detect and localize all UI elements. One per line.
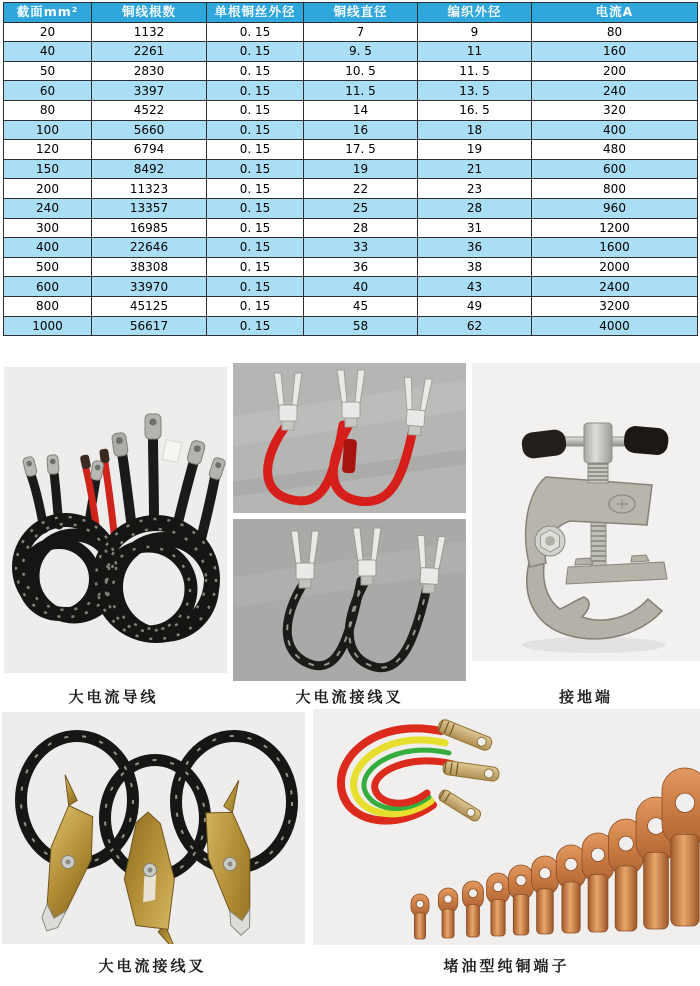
table-cell: 3397 [92,81,207,101]
table-cell: 5660 [92,120,207,140]
table-cell: 45125 [92,296,207,316]
table-cell: 13357 [92,198,207,218]
table-cell: 23 [418,179,532,199]
photo-black-fork-jumpers [233,519,466,681]
caption-high-current-cable: 大电流导线 [68,688,159,706]
table-row [4,81,698,101]
table-cell: 7 [304,22,418,42]
table-cell: 36 [304,257,418,277]
photo-ground-clamp [472,363,700,661]
spec-table-body [4,22,698,336]
table-cell: 0. 15 [207,22,304,42]
table-cell: 33970 [92,277,207,297]
table-cell: 0. 15 [207,238,304,258]
table-row [4,296,698,316]
table-cell: 0. 15 [207,140,304,160]
table-cell: 0. 15 [207,277,304,297]
table-row [4,257,698,277]
table-cell: 19 [418,140,532,160]
table-cell: 2400 [532,277,698,297]
spec-table-head [4,3,698,23]
table-cell: 4000 [532,316,698,336]
table-cell: 0. 15 [207,100,304,120]
coiled-cables-illustration [4,367,227,673]
table-row [4,22,698,42]
table-cell: 18 [418,120,532,140]
caption-ground-clamp: 接地端 [558,688,613,706]
alligator-clamps-illustration [2,712,305,944]
caption-copper-lugs: 堵油型纯铜端子 [443,957,570,975]
table-cell: 0. 15 [207,316,304,336]
caption-fork-jumpers: 大电流接线叉 [295,688,404,706]
table-cell: 2830 [92,61,207,81]
table-cell: 62 [418,316,532,336]
table-cell: 3200 [532,296,698,316]
table-cell: 38 [418,257,532,277]
table-cell: 22 [304,179,418,199]
table-cell: 0. 15 [207,296,304,316]
table-cell: 1200 [532,218,698,238]
table-row [4,179,698,199]
table-cell: 1600 [532,238,698,258]
table-cell: 11. 5 [304,81,418,101]
table-cell: 11323 [92,179,207,199]
table-cell: 4522 [92,100,207,120]
table-row [4,61,698,81]
table-cell: 11. 5 [418,61,532,81]
table-cell: 14 [304,100,418,120]
table-cell: 240 [532,81,698,101]
column-header: 铜线根数 [92,3,207,23]
copper-lugs-illustration [313,709,700,945]
header-row [4,3,698,23]
table-cell: 100 [4,120,92,140]
table-cell: 160 [532,42,698,62]
photo-alligator-clamps [2,712,305,944]
table-cell: 43 [418,277,532,297]
table-row [4,238,698,258]
table-cell: 500 [4,257,92,277]
table-cell: 11 [418,42,532,62]
table-cell: 8492 [92,159,207,179]
table-row [4,140,698,160]
column-header: 单根铜丝外径 [207,3,304,23]
spec-table [3,2,698,336]
table-cell: 400 [4,238,92,258]
table-cell: 960 [532,198,698,218]
table-cell: 80 [4,100,92,120]
table-cell: 16985 [92,218,207,238]
table-cell: 38308 [92,257,207,277]
table-cell: 2000 [532,257,698,277]
photo-copper-lugs [313,709,700,945]
table-cell: 10. 5 [304,61,418,81]
table-cell: 0. 15 [207,61,304,81]
table-row [4,218,698,238]
table-cell: 40 [304,277,418,297]
table-cell: 21 [418,159,532,179]
table-cell: 600 [532,159,698,179]
table-cell: 56617 [92,316,207,336]
table-cell: 0. 15 [207,257,304,277]
table-cell: 1132 [92,22,207,42]
table-cell: 80 [532,22,698,42]
photo-high-current-cables [4,367,227,673]
table-cell: 120 [4,140,92,160]
table-cell: 9. 5 [304,42,418,62]
table-cell: 6794 [92,140,207,160]
table-cell: 36 [418,238,532,258]
table-cell: 28 [418,198,532,218]
table-cell: 150 [4,159,92,179]
table-cell: 17. 5 [304,140,418,160]
table-cell: 0. 15 [207,198,304,218]
column-header: 铜线直径 [304,3,418,23]
table-cell: 19 [304,159,418,179]
table-cell: 45 [304,296,418,316]
table-cell: 200 [4,179,92,199]
table-row [4,100,698,120]
ground-clamp-illustration [472,363,700,661]
table-cell: 9 [418,22,532,42]
table-cell: 600 [4,277,92,297]
column-header: 编织外径 [418,3,532,23]
table-cell: 50 [4,61,92,81]
table-cell: 0. 15 [207,120,304,140]
table-cell: 300 [4,218,92,238]
table-cell: 320 [532,100,698,120]
table-cell: 16 [304,120,418,140]
table-cell: 0. 15 [207,218,304,238]
table-cell: 58 [304,316,418,336]
black-fork-cables-illustration [233,519,466,681]
table-cell: 240 [4,198,92,218]
table-cell: 2261 [92,42,207,62]
table-cell: 20 [4,22,92,42]
table-cell: 0. 15 [207,42,304,62]
table-row [4,277,698,297]
table-cell: 60 [4,81,92,101]
table-cell: 16. 5 [418,100,532,120]
photo-red-fork-jumpers [233,363,466,513]
red-fork-cables-illustration [233,363,466,513]
table-row [4,42,698,62]
table-cell: 200 [532,61,698,81]
table-cell: 0. 15 [207,179,304,199]
table-cell: 800 [4,296,92,316]
table-cell: 0. 15 [207,81,304,101]
table-row [4,120,698,140]
table-cell: 0. 15 [207,159,304,179]
caption-alligator-clamps: 大电流接线叉 [98,957,207,975]
table-cell: 22646 [92,238,207,258]
table-row [4,198,698,218]
table-cell: 1000 [4,316,92,336]
table-cell: 33 [304,238,418,258]
table-cell: 25 [304,198,418,218]
table-cell: 31 [418,218,532,238]
column-header: 截面mm² [4,3,92,23]
table-row [4,159,698,179]
column-header: 电流A [532,3,698,23]
table-cell: 40 [4,42,92,62]
table-cell: 49 [418,296,532,316]
table-cell: 480 [532,140,698,160]
table-cell: 28 [304,218,418,238]
table-cell: 400 [532,120,698,140]
table-row [4,316,698,336]
table-cell: 13. 5 [418,81,532,101]
table-cell: 800 [532,179,698,199]
